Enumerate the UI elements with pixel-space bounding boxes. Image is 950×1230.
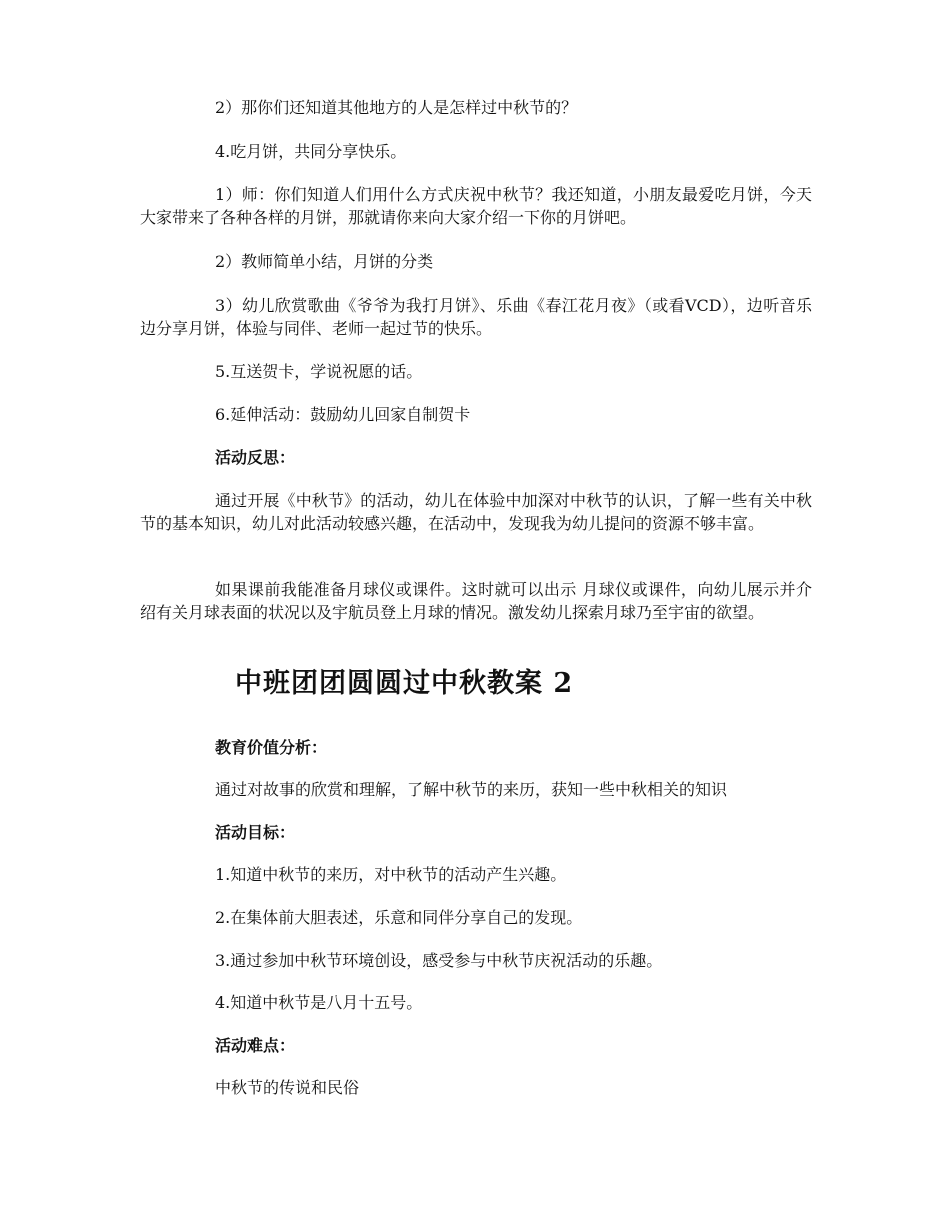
educational-value-heading: 教育价值分析：	[215, 738, 328, 757]
question-other-regions: 2）那你们还知道其他地方的人是怎样过中秋节的？	[215, 98, 578, 117]
step-4-3-paragraph: 3）幼儿欣赏歌曲《爷爷为我打月饼》、乐曲《春江花月夜》（或看VCD），边听音乐边分享月饼，体验与同伴、老师一起过节的快乐。	[140, 296, 812, 338]
goal-item: 1.知道中秋节的来历，对中秋节的活动产生兴趣。	[215, 865, 567, 884]
step-4-2-line: 2）教师简单小结，月饼的分类	[215, 252, 434, 271]
reflection-paragraph-1: 通过开展《中秋节》的活动，幼儿在体验中加深对中秋节的认识，了解一些有关中秋节的基本知识，幼儿对此活动较感兴趣，在活动中，发现我为幼儿提问的资源不够丰富。	[140, 491, 812, 533]
educational-value-text: 通过对故事的欣赏和理解，了解中秋节的来历，获知一些中秋相关的知识	[215, 780, 728, 799]
goal-item: 2.在集体前大胆表述，乐意和同伴分享自己的发现。	[215, 908, 583, 927]
lesson-2-title: 中班团团圆圆过中秋教案 2	[235, 668, 574, 699]
goal-item: 4.知道中秋节是八月十五号。	[215, 993, 423, 1012]
step-4-1-paragraph: 1）师：你们知道人们用什么方式庆祝中秋节？我还知道，小朋友最爱吃月饼，今天大家带来了各种各样的月饼，那就请你来向大家介绍一下你的月饼吧。	[140, 185, 812, 227]
step-5-line: 5.互送贺卡，学说祝愿的话。	[215, 362, 423, 381]
difficulty-heading: 活动难点：	[215, 1036, 296, 1055]
step-6-line: 6.延伸活动：鼓励幼儿回家自制贺卡	[215, 405, 471, 424]
step-4-heading: 4.吃月饼，共同分享快乐。	[215, 142, 407, 161]
reflection-heading: 活动反思：	[215, 448, 296, 467]
goals-heading: 活动目标：	[215, 823, 296, 842]
difficulty-text: 中秋节的传说和民俗	[215, 1078, 360, 1097]
reflection-paragraph-2: 如果课前我能准备月球仪或课件。这时就可以出示 月球仪或课件，向幼儿展示并介绍有关月球表面的状况以及宇航员登上月球的情况。激发幼儿探索月球乃至宇宙的欲望。	[140, 580, 812, 622]
goal-item: 3.通过参加中秋节环境创设，感受参与中秋节庆祝活动的乐趣。	[215, 951, 663, 970]
